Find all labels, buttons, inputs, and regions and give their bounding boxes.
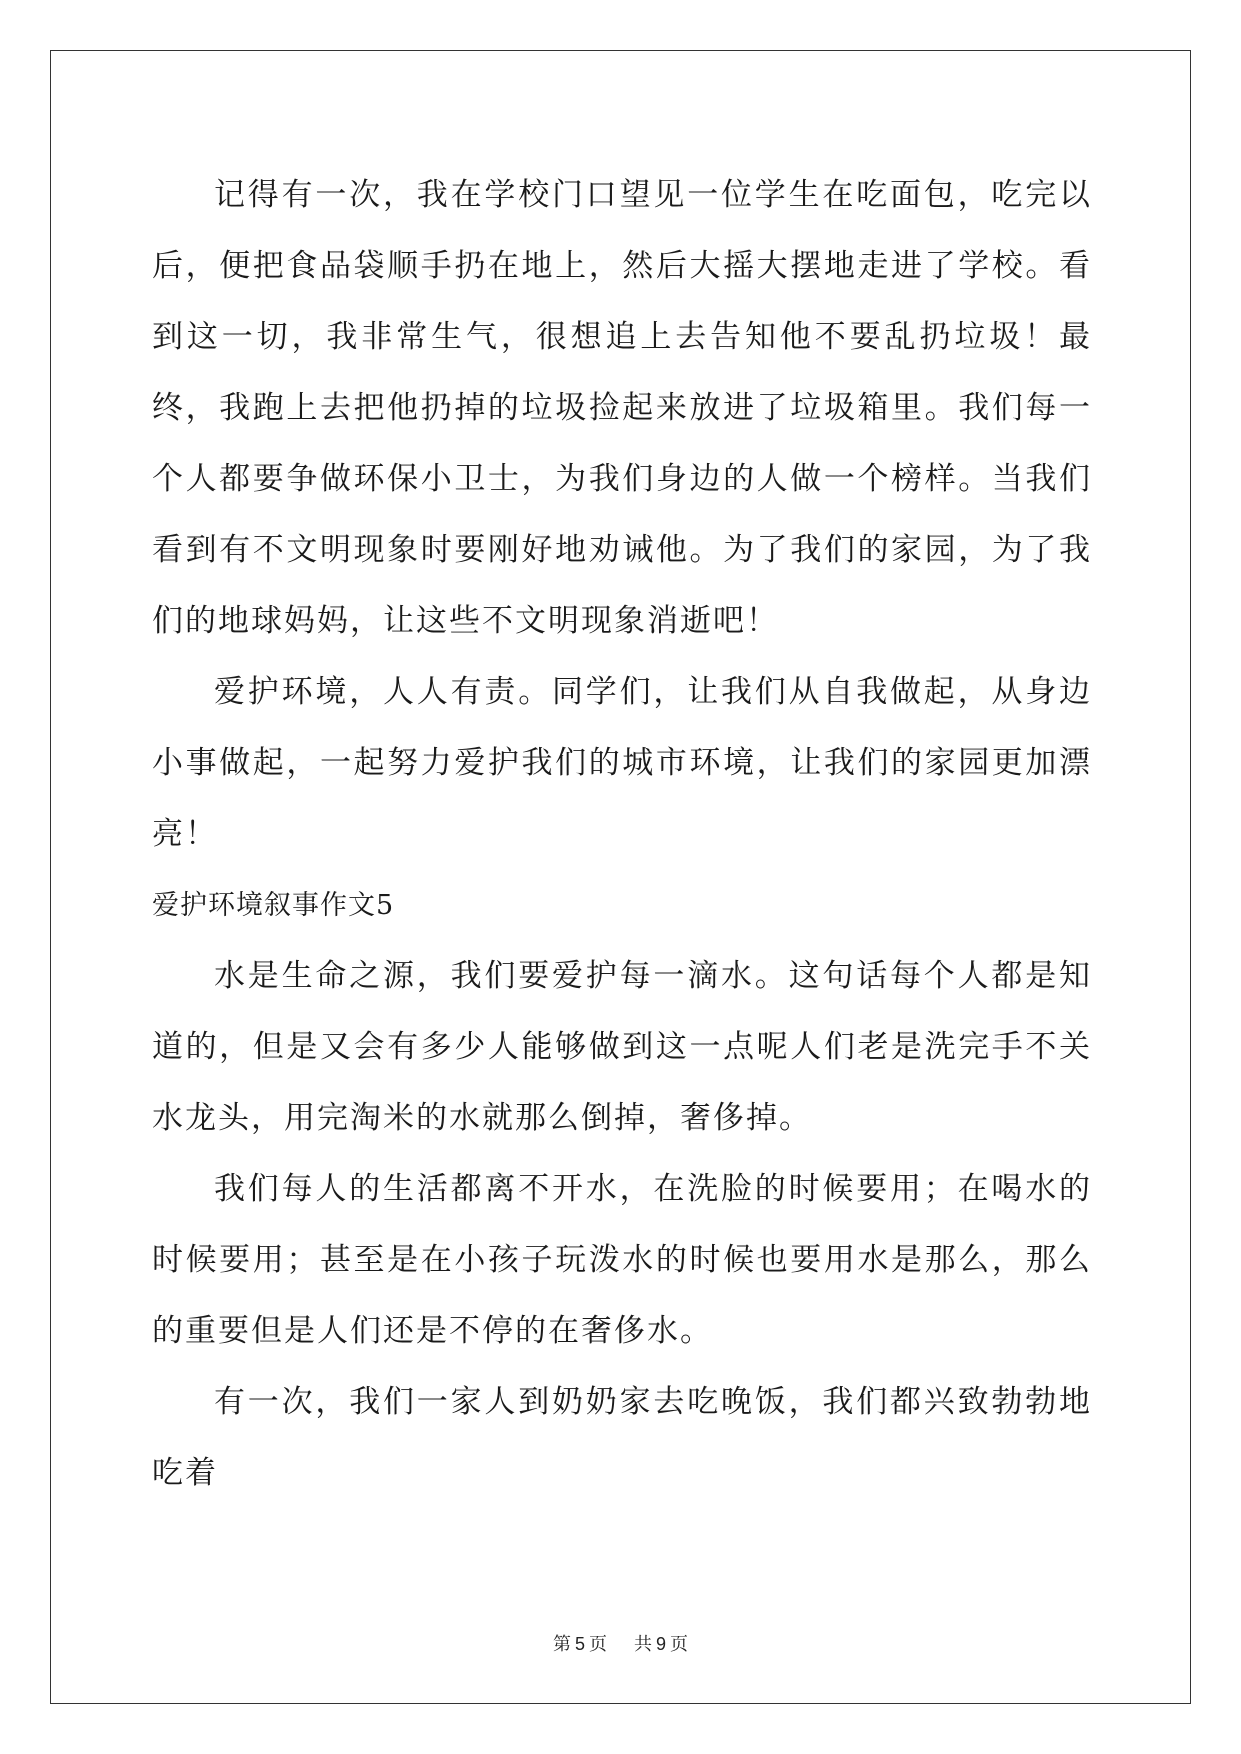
total-pages: 9 [655, 1634, 666, 1654]
page-label-suffix: 页 [589, 1634, 608, 1655]
page-label-prefix: 第 [553, 1634, 572, 1655]
paragraph-5: 有一次，我们一家人到奶奶家去吃晚饭，我们都兴致勃勃地吃着 [152, 1384, 1092, 1491]
total-label-prefix: 共 [633, 1634, 652, 1655]
page-footer [0, 1630, 1241, 1656]
document-body [152, 160, 1092, 1509]
paragraph-4: 我们每人的生活都离不开水，在洗脸的时候要用；在喝水的时候要用；甚至是在小孩子玩泼水的时候也要用水是那么，那么的重要但是人们还是不停的在奢侈水。 [152, 1171, 1092, 1349]
page-number: 5 [575, 1634, 586, 1654]
paragraph-2: 爱护环境，人人有责。同学们，让我们从自我做起，从身边小事做起，一起努力爱护我们的城市环境，让我们的家园更加漂亮！ [152, 674, 1092, 852]
paragraph-1: 记得有一次，我在学校门口望见一位学生在吃面包，吃完以后，便把食品袋顺手扔在地上，然后大摇大摆地走进了学校。看到这一切，我非常生气，很想追上去告知他不要乱扔垃圾！最终，我跑上去把他扔掉的垃圾捡起来放进了垃圾箱里。我们每一个人都要争做环保小卫士，为我们身边的人做一个榜样。当我们看到有不文明现象时要刚好地劝诫他。为了我们的家园，为了我们的地球妈妈，让这些不文明现象消逝吧！ [152, 177, 1092, 639]
paragraph-3: 水是生命之源，我们要爱护每一滴水。这句话每个人都是知道的，但是又会有多少人能够做到这一点呢人们老是洗完手不关水龙头，用完淘米的水就那么倒掉，奢侈掉。 [152, 958, 1092, 1136]
total-label-suffix: 页 [669, 1634, 688, 1655]
section-heading: 爱护环境叙事作文5 [152, 890, 395, 921]
